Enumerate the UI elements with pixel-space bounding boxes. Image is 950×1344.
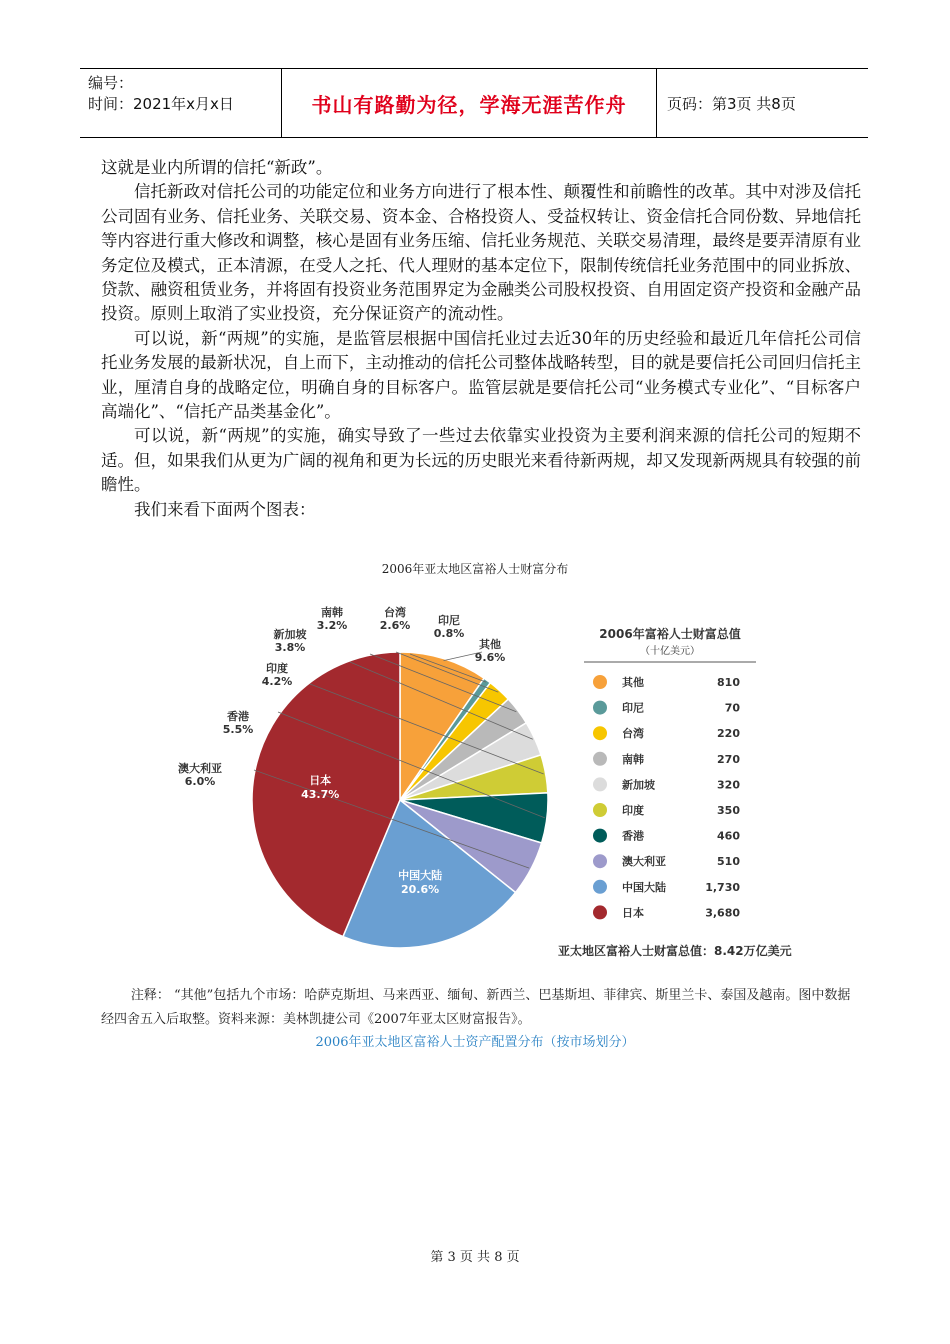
note-text: 注释： “其他”包括九个市场：哈萨克斯坦、马来西亚、缅甸、新西兰、巴基斯坦、菲律宾、斯里兰卡、泰国及越南。图中数据经四舍五入后取整。资料来源：美林凯捷公司《2007年亚太区财富报告》。	[101, 988, 851, 1027]
paragraph: 我们来看下面两个图表：	[134, 499, 316, 519]
header-motto: 书山有路勤为径，学海无涯苦作舟	[282, 69, 657, 137]
document-date: 时间：2021年x月x日	[88, 95, 234, 113]
legend-item-value: 3,680	[705, 906, 740, 920]
page-footer: 第 3 页 共 8 页	[430, 1250, 520, 1265]
chart-total-label: 亚太地区富裕人士财富总值：8.42万亿美元	[558, 944, 792, 958]
legend-swatch	[593, 726, 607, 740]
body-text	[101, 156, 861, 522]
slice-percent-label: 2.6%	[379, 619, 411, 632]
slice-percent-label: 9.6%	[474, 651, 506, 664]
paragraph: 这就是业内所谓的信托“新政”。	[101, 158, 333, 177]
header-page-number: 页码：第3页 共8页	[667, 94, 796, 113]
slice-name-label: 香港	[227, 710, 249, 723]
legend-subtitle: （十亿美元）	[640, 646, 700, 657]
legend-item-name: 日本	[622, 906, 644, 920]
legend-item-value: 460	[717, 829, 740, 843]
slice-percent-label: 5.5%	[222, 723, 254, 736]
slice-name-label: 台湾	[384, 606, 406, 619]
slice-percent-label: 4.2%	[261, 675, 293, 688]
slice-percent-label: 3.8%	[274, 641, 306, 654]
legend-item-name: 澳大利亚	[622, 855, 666, 869]
legend-item-name: 中国大陆	[622, 880, 666, 894]
legend-item-value: 220	[717, 727, 740, 741]
legend-swatch	[593, 777, 607, 791]
legend-item-name: 新加坡	[622, 778, 655, 792]
slice-percent-label: 20.6%	[401, 882, 440, 896]
legend-swatch	[593, 675, 607, 689]
slice-name-label: 印度	[266, 662, 288, 675]
slice-percent-label: 43.7%	[301, 788, 340, 801]
legend-swatch	[593, 752, 607, 766]
legend-item-value: 510	[717, 855, 740, 869]
slice-percent-label: 0.8%	[433, 627, 465, 640]
second-chart-caption: 2006年亚太地区富裕人士资产配置分布（按市场划分）	[315, 1035, 635, 1050]
slice-name-label: 印尼	[438, 614, 460, 627]
legend-item-value: 350	[717, 804, 740, 817]
legend-item-name: 其他	[622, 676, 644, 689]
legend-item-value: 1,730	[705, 880, 740, 894]
legend-item-name: 印尼	[622, 701, 644, 715]
legend-item-name: 台湾	[622, 727, 644, 741]
legend-swatch	[593, 701, 607, 715]
slice-percent-label: 3.2%	[316, 619, 348, 632]
slice-name-label: 日本	[309, 774, 332, 787]
legend-item-value: 270	[717, 752, 740, 766]
page-header	[80, 68, 868, 138]
slice-name-label: 中国大陆	[398, 868, 443, 882]
slice-name-label: 新加坡	[273, 628, 307, 641]
paragraph: 可以说，新“两规”的实施，确实导致了一些过去依靠实业投资为主要利润来源的信托公司的短期不适。但，如果我们从更为广阔的视角和更为长远的历史眼光来看待新两规，却又发现新两规具有较强的前瞻性。	[101, 426, 861, 495]
legend-swatch	[593, 905, 607, 919]
legend-item-name: 印度	[622, 804, 644, 817]
slice-percent-label: 6.0%	[184, 775, 216, 788]
legend-swatch	[593, 803, 607, 817]
slice-name-label: 南韩	[321, 606, 343, 619]
slice-name-label: 澳大利亚	[178, 762, 222, 775]
legend-item-value: 810	[717, 676, 740, 689]
header-meta	[80, 69, 282, 137]
chart-title: 2006年亚太地区富裕人士财富分布	[381, 562, 569, 576]
legend-swatch	[593, 829, 607, 843]
legend-item-name: 南韩	[622, 752, 644, 766]
paragraph: 信托新政对信托公司的功能定位和业务方向进行了根本性、颠覆性和前瞻性的改革。其中对涉及信托公司固有业务、信托业务、关联交易、资本金、合格投资人、受益权转让、资金信托合同份数、异地信托等内容进行重大修改和调整，核心是固有业务压缩、信托业务规范、关联交易清理，最终是要弄清原有业务定位及模式，正本清源，在受人之托、代人理财的基本定位下，限制传统信托业务范围中的同业拆放、贷款、融资租赁业务，并将固有投资业务范围界定为金融类公司股权投资、自用固定资产投资和金融产品投资。原则上取消了实业投资，充分保证资产的流动性。	[101, 182, 861, 324]
legend-item-name: 香港	[622, 829, 644, 843]
document-number: 编号：	[88, 74, 134, 92]
paragraph: 可以说，新“两规”的实施，是监管层根据中国信托业过去近30年的历史经验和最近几年信托公司信托业务发展的最新状况，自上而下，主动推动的信托公司整体战略转型，目的就是要信托公司回归信托主业，厘清自身的战略定位，明确自身的目标客户。监管层就是要信托公司“业务模式专业化”、“目标客户高端化”、“信托产品类基金化”。	[101, 328, 861, 422]
legend-title: 2006年富裕人士财富总值	[599, 627, 741, 641]
chart-note	[101, 984, 861, 1032]
legend-item-value: 320	[717, 778, 740, 792]
wealth-pie-chart	[160, 590, 820, 975]
legend-item-value: 70	[724, 701, 740, 715]
legend-swatch	[593, 854, 607, 868]
slice-name-label: 其他	[479, 638, 501, 651]
legend-swatch	[593, 880, 607, 894]
